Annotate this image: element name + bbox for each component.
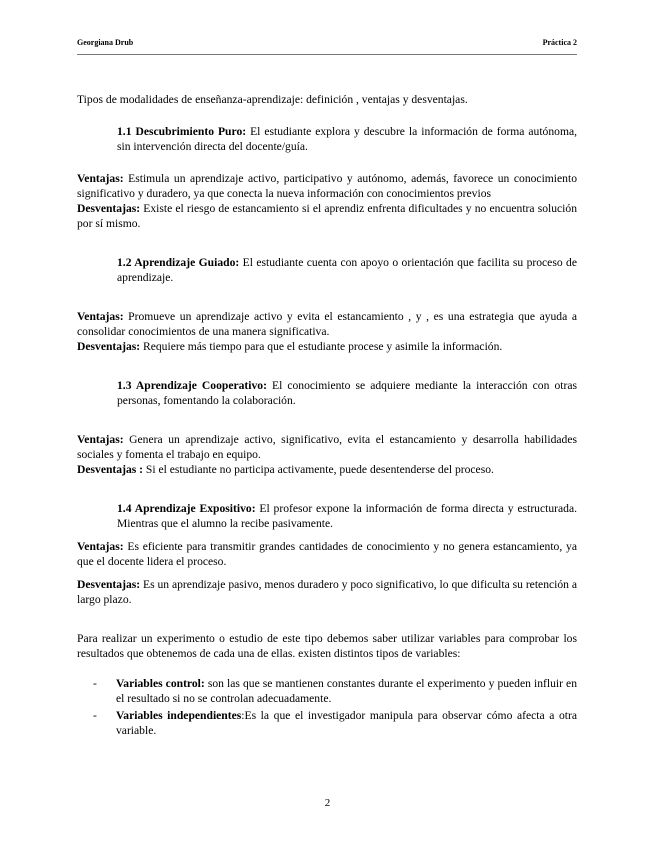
header-rule (77, 54, 577, 55)
header-author: Georgiana Drub (77, 38, 134, 47)
section-4-desventajas: Desventajas: Es un aprendizaje pasivo, menos duradero y poco significativo, lo que dificulta su retención a largo plazo. (77, 578, 577, 606)
section-heading: 1.4 Aprendizaje Expositivo: (117, 502, 256, 515)
section-2-desventajas: Desventajas: Requiere más tiempo para que el estudiante procese y asimile la información. (77, 340, 503, 353)
intro-paragraph: Tipos de modalidades de enseñanza-aprendizaje: definición , ventajas y desventajas. (77, 93, 468, 106)
section-3-definition: 1.3 Aprendizaje Cooperativo: El conocimiento se adquiere mediante la interacción con otras personas, fomentando la colaboración. (117, 379, 577, 407)
page-number: 2 (324, 797, 331, 809)
page-header (77, 38, 577, 47)
section-4-definition: 1.4 Aprendizaje Expositivo: El profesor expone la información de forma directa y estructurada. Mientras que el alumno la recibe pasivamente. (117, 502, 577, 530)
list-item: - Variables control: son las que se mantienen constantes durante el experimento y pueden influir en el resultado si no se controlan adecuadamente. (93, 677, 578, 705)
section-heading: 1.3 Aprendizaje Cooperativo: (117, 379, 267, 392)
section-3-desventajas: Desventajas : Si el estudiante no participa activamente, puede desentenderse del proceso. (77, 463, 494, 476)
section-1-desventajas: Desventajas: Existe el riesgo de estancamiento si el aprendiz enfrenta dificultades y no encuentra solución por sí mismo. (77, 202, 577, 230)
document-body (77, 92, 577, 740)
variables-list (77, 676, 577, 738)
section-4-ventajas: Ventajas: Es eficiente para transmitir grandes cantidades de conocimiento y no genera estancamiento, ya que el docente lidera el proceso. (77, 540, 577, 568)
header-title: Práctica 2 (542, 38, 577, 47)
section-2-ventajas: Ventajas: Promueve un aprendizaje activo y evita el estancamiento , y , es una estrategia que ayuda a consolidar conocimientos de una manera significativa. (77, 310, 577, 338)
section-heading: 1.1 Descubrimiento Puro: (117, 125, 247, 138)
section-3-ventajas: Ventajas: Genera un aprendizaje activo, significativo, evita el estancamiento y desarrolla habilidades sociales y fomenta el trabajo en equipo. (77, 433, 577, 461)
section-2-definition: 1.2 Aprendizaje Guiado: El estudiante cuenta con apoyo o orientación que facilita su proceso de aprendizaje. (117, 256, 577, 284)
section-1-ventajas: Ventajas: Estimula un aprendizaje activo, participativo y autónomo, además, favorece un conocimiento significativo y duradero, ya que conecta la nueva información con conocimientos previos (77, 172, 577, 200)
section-heading: 1.2 Aprendizaje Guiado: (117, 256, 240, 269)
section-1-definition: 1.1 Descubrimiento Puro: El estudiante explora y descubre la información de forma autónoma, sin intervención directa del docente/guía. (117, 125, 578, 153)
list-item: - Variables independientes:Es la que el investigador manipula para observar cómo afecta a otra variable. (93, 709, 577, 737)
experiment-paragraph: Para realizar un experimento o estudio de este tipo debemos saber utilizar variables para comprobar los resultados que obtenemos de cada una de ellas. existen distintos tipos de variables: (77, 632, 577, 660)
